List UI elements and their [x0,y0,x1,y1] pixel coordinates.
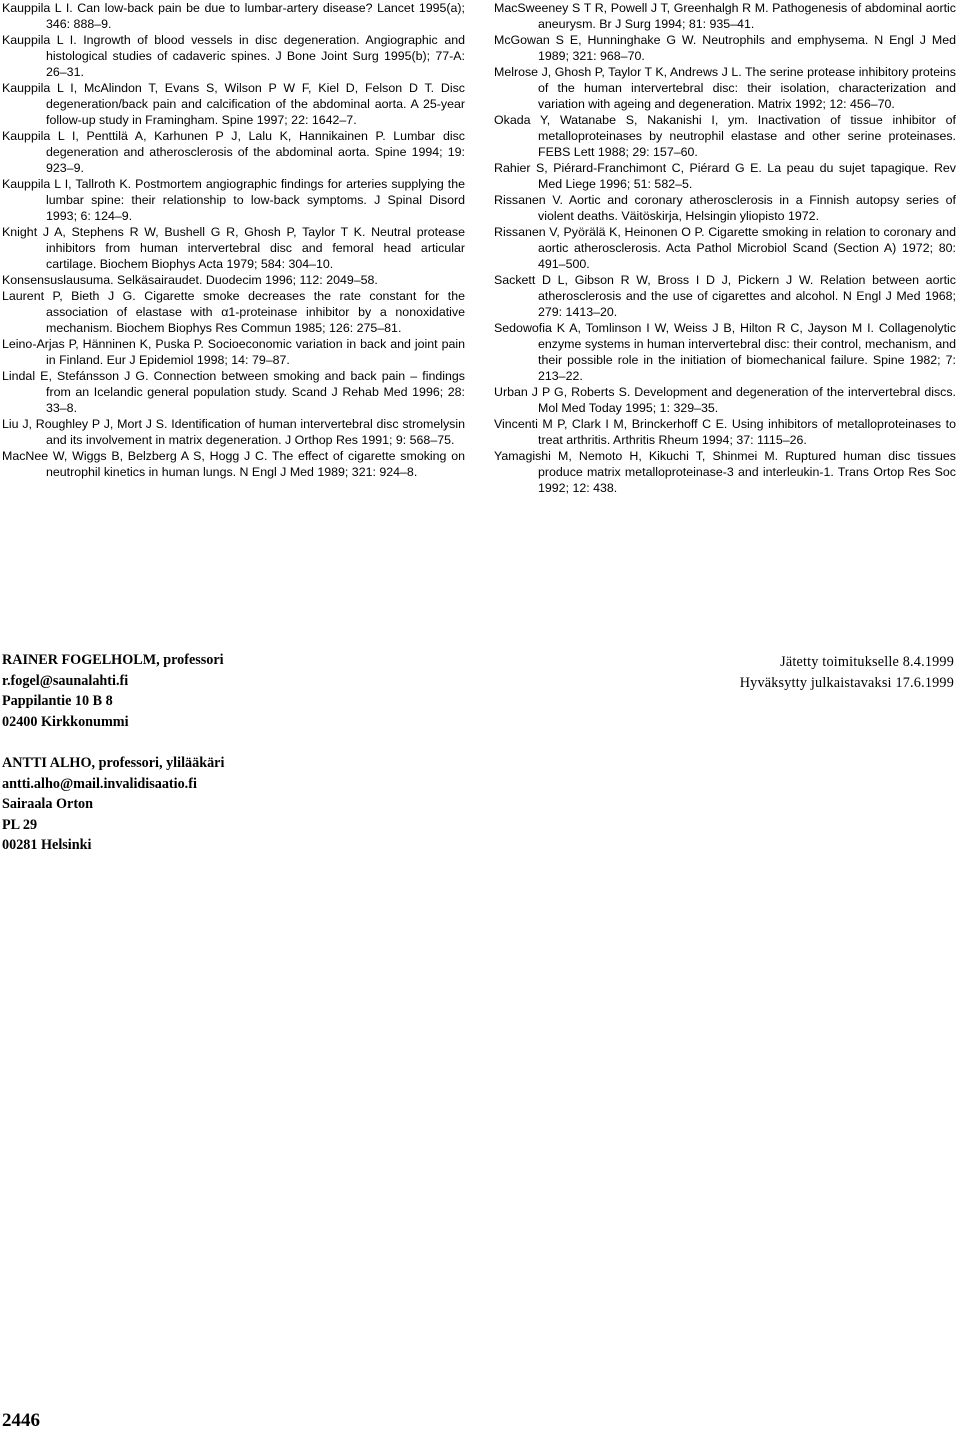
author-address-block [2,650,224,732]
author-address-line: 02400 Kirkkonummi [2,713,129,730]
author-email: antti.alho@mail.invalidisaatio.fi [2,775,197,792]
reference-item: Rissanen V, Pyörälä K, Heinonen O P. Cigarette smoking in relation to coronary and aortic atherosclerosis. Acta Pathol Microbiol Scand (Section A) 1972; 80: 491–500. [494,225,956,271]
reference-item: Melrose J, Ghosh P, Taylor T K, Andrews J L. The serine protease inhibitory proteins of the human intervertebral disc: their isolation, characterization and variation with ageing and degeneration. Matrix 1992; 12: 456–70. [494,65,956,111]
author-address-block [2,753,224,856]
reference-item: Kauppila L I. Can low-back pain be due to lumbar-artery disease? Lancet 1995(a); 346: 888–9. [2,1,465,31]
manuscript-dates [740,652,954,693]
reference-item: Laurent P, Bieth J G. Cigarette smoke decreases the rate constant for the association of elastase with α1-proteinase inhibitor by a nonoxidative mechanism. Biochem Biophys Res Commun 1985; 126: 275–81. [2,289,465,335]
reference-item: Sedowofia K A, Tomlinson I W, Weiss J B, Hilton R C, Jayson M I. Collagenolytic enzyme systems in human intervertebral disc: their control, mechanism, and their possible role in the initiation of biomechanical failure. Spine 1982; 7: 213–22. [494,321,956,383]
references-right-column [494,0,956,496]
reference-item: Leino-Arjas P, Hänninen K, Puska P. Socioeconomic variation in back and joint pain in Finland. Eur J Epidemiol 1998; 14: 79–87. [2,337,465,367]
reference-item: Konsensuslausuma. Selkäsairaudet. Duodecim 1996; 112: 2049–58. [2,273,378,287]
reference-item: Vincenti M P, Clark I M, Brinckerhoff C E. Using inhibitors of metalloproteinases to treat arthritis. Arthritis Rheum 1994; 37: 1115–26. [494,417,956,447]
references-left-column [2,0,465,480]
reference-item: MacNee W, Wiggs B, Belzberg A S, Hogg J C. The effect of cigarette smoking on neutrophil kinetics in human lungs. N Engl J Med 1989; 321: 924–8. [2,449,465,479]
reference-item: McGowan S E, Hunninghake G W. Neutrophils and emphysema. N Engl J Med 1989; 321: 968–70. [494,33,956,63]
author-address-line: 00281 Helsinki [2,837,92,853]
page-number: 2446 [2,1410,40,1431]
reference-item: Yamagishi M, Nemoto H, Kikuchi T, Shinmei M. Ruptured human disc tissues produce matrix metalloproteinase-3 and interleukin-1. Trans Ortop Res Soc 1992; 12: 438. [494,449,956,495]
reference-item: Urban J P G, Roberts S. Development and degeneration of the intervertebral discs. Mol Med Today 1995; 1: 329–35. [494,385,956,415]
reference-item: Kauppila L I, McAlindon T, Evans S, Wilson P W F, Kiel D, Felson D T. Disc degeneration/back pain and calcification of the abdominal aorta. A 25-year follow-up study in Framingham. Spine 1997; 22: 1642–7. [2,81,465,127]
reference-item: Kauppila L I. Ingrowth of blood vessels in disc degeneration. Angiographic and histological studies of cadaveric spines. J Bone Joint Surg 1995(b); 77-A: 26–31. [2,33,465,79]
accepted-date: Hyväksytty julkaistavaksi 17.6.1999 [739,674,954,691]
author-email: r.fogel@saunalahti.fi [2,672,129,689]
reference-item: Lindal E, Stefánsson J G. Connection between smoking and back pain – findings from an Icelandic general population study. Scand J Rehab Med 1996; 28: 33–8. [2,369,465,415]
submitted-date: Jätetty toimitukselle 8.4.1999 [780,654,954,670]
reference-item: Kauppila L I, Penttilä A, Karhunen P J, Lalu K, Hannikainen P. Lumbar disc degeneration and atherosclerosis of the abdominal aorta. Spine 1994; 19: 923–9. [2,129,465,175]
reference-item: Rahier S, Piérard-Franchimont C, Piérard G E. La peau du sujet tapagique. Rev Med Liege 1996; 51: 582–5. [494,161,956,191]
author-name: RAINER FOGELHOLM, professori [2,652,224,668]
reference-item: Liu J, Roughley P J, Mort J S. Identification of human intervertebral disc stromelysin and its involvement in matrix degeneration. J Orthop Res 1991; 9: 568–75. [2,417,465,447]
reference-item: Rissanen V. Aortic and coronary atherosclerosis in a Finnish autopsy series of violent deaths. Väitöskirja, Helsingin yliopisto 1972. [494,193,956,223]
author-address-line: PL 29 [2,816,38,833]
author-address-line: Sairaala Orton [2,796,94,812]
reference-item: Kauppila L I, Tallroth K. Postmortem angiographic findings for arteries supplying the lumbar spine: their relationship to low-back symptoms. J Spinal Disord 1993; 6: 124–9. [2,177,465,223]
reference-item: Okada Y, Watanabe S, Nakanishi I, ym. Inactivation of tissue inhibitor of metalloproteinases by neutrophil elastase and other serine proteinases. FEBS Lett 1988; 29: 157–60. [494,113,956,159]
author-name: ANTTI ALHO, professori, ylilääkäri [2,755,225,771]
reference-item: MacSweeney S T R, Powell J T, Greenhalgh R M. Pathogenesis of abdominal aortic aneurysm. Br J Surg 1994; 81: 935–41. [494,1,956,31]
reference-item: Knight J A, Stephens R W, Bushell G R, Ghosh P, Taylor T K. Neutral protease inhibitors from human intervertebral disc and femoral head articular cartilage. Biochem Biophys Acta 1979; 584: 304–10. [2,225,465,271]
author-address-line: Pappilantie 10 B 8 [2,693,113,709]
reference-item: Sackett D L, Gibson R W, Bross I D J, Pickern J W. Relation between aortic atherosclerosis and the use of cigarettes and alcohol. N Engl J Med 1968; 279: 1413–20. [494,273,956,319]
